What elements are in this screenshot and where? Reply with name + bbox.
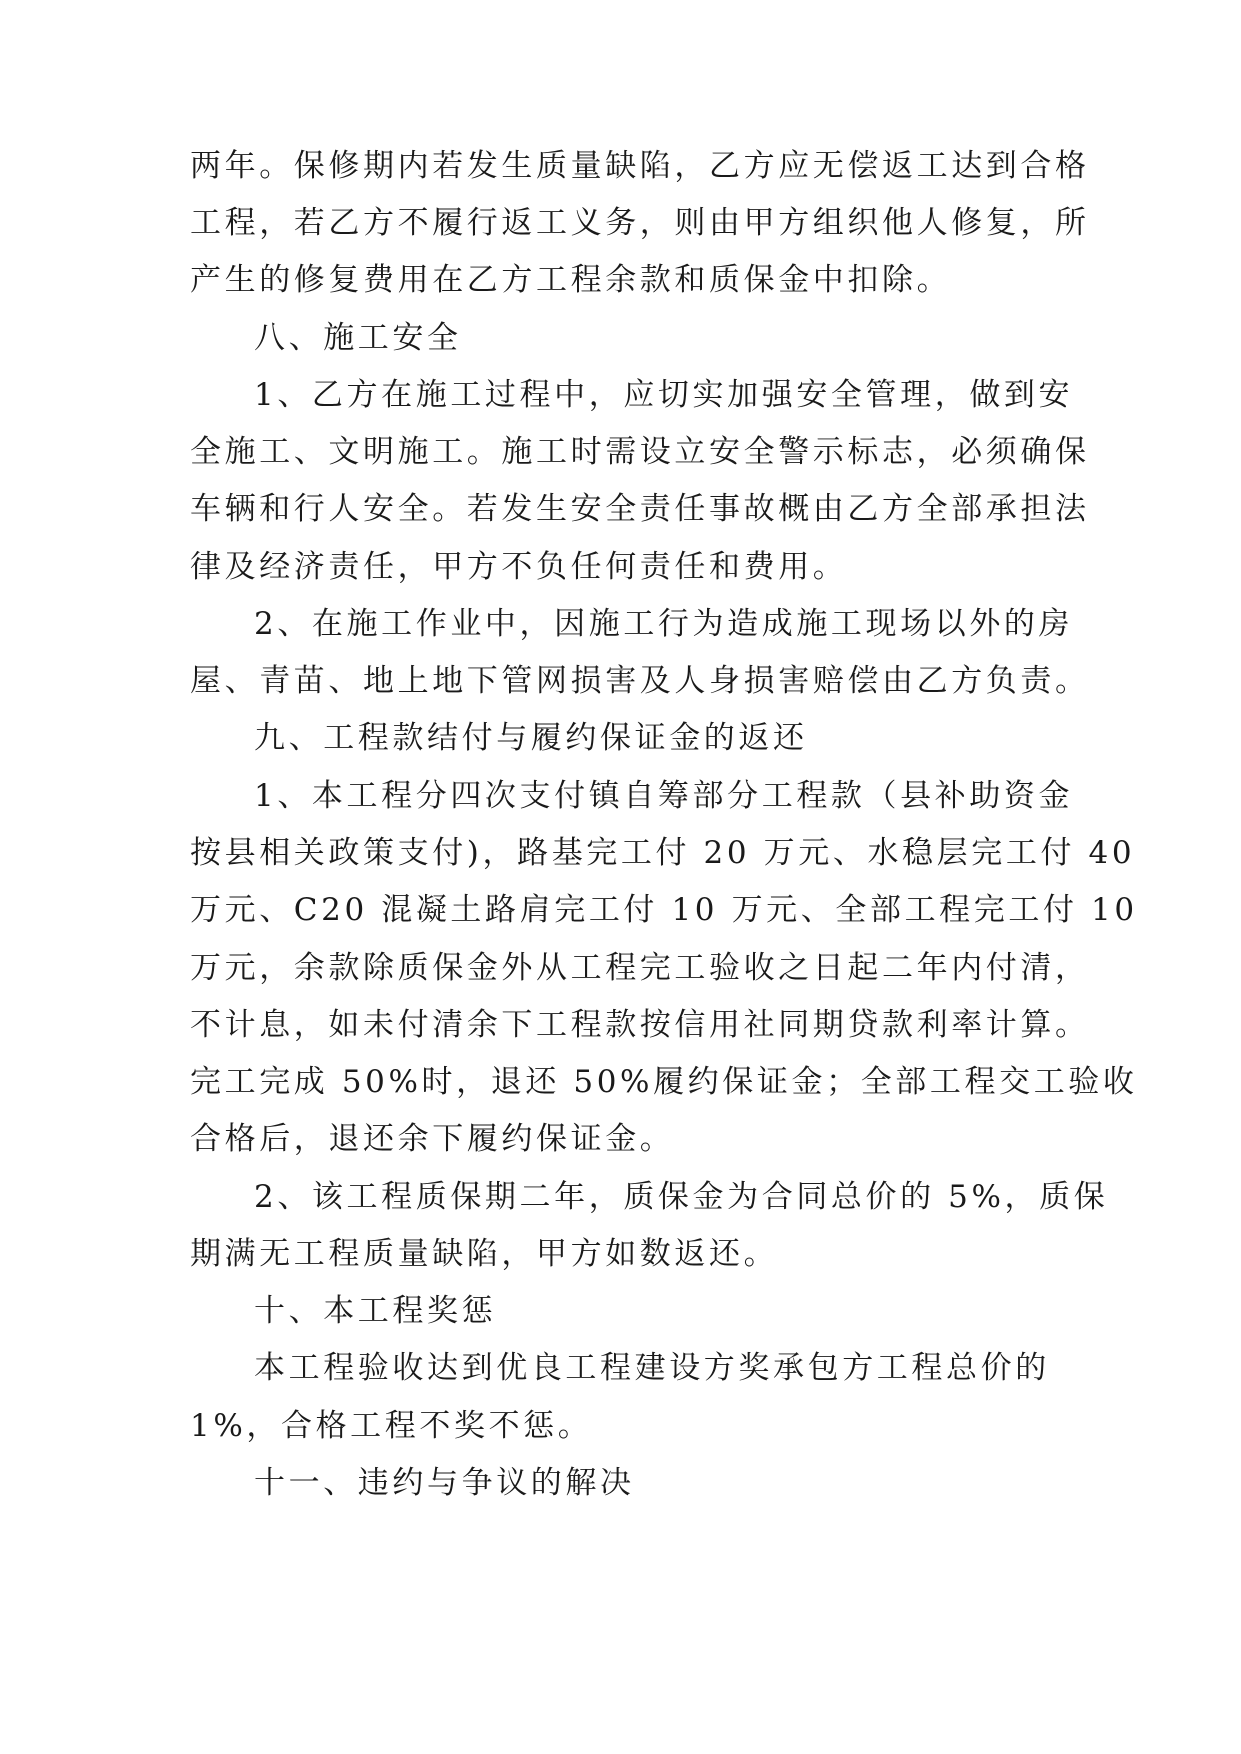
paragraph-line: 产生的修复费用在乙方工程余款和质保金中扣除。 <box>190 262 952 298</box>
paragraph-line: 1%，合格工程不奖不惩。 <box>190 1408 593 1444</box>
paragraph-line: 2、该工程质保期二年，质保金为合同总价的 5%，质保 <box>254 1179 1109 1215</box>
paragraph-line: 本工程验收达到优良工程建设方奖承包方工程总价的 <box>254 1350 1050 1386</box>
paragraph-line: 万元、C20 混凝土路肩完工付 10 万元、全部工程完工付 10 <box>190 892 1138 928</box>
paragraph-line: 律及经济责任，甲方不负任何责任和费用。 <box>190 549 848 585</box>
paragraph-line: 按县相关政策支付)，路基完工付 20 万元、水稳层完工付 40 <box>190 835 1136 871</box>
paragraph-line: 车辆和行人安全。若发生安全责任事故概由乙方全部承担法 <box>190 491 1090 527</box>
paragraph-line: 1、乙方在施工过程中，应切实加强安全管理，做到安 <box>254 377 1074 413</box>
paragraph-line: 不计息，如未付清余下工程款按信用社同期贷款利率计算。 <box>190 1007 1090 1043</box>
paragraph-line: 屋、青苗、地上地下管网损害及人身损害赔偿由乙方负责。 <box>190 663 1090 699</box>
section-heading: 八、施工安全 <box>254 320 462 356</box>
paragraph-line: 工程，若乙方不履行返工义务，则由甲方组织他人修复，所 <box>190 205 1090 241</box>
paragraph-line: 1、本工程分四次支付镇自筹部分工程款（县补助资金 <box>254 778 1074 814</box>
paragraph-line: 万元，余款除质保金外从工程完工验收之日起二年内付清， <box>190 950 1090 986</box>
paragraph-line: 合格后，退还余下履约保证金。 <box>190 1121 675 1157</box>
paragraph-line: 完工完成 50%时，退还 50%履约保证金；全部工程交工验收 <box>190 1064 1138 1100</box>
section-heading: 十、本工程奖惩 <box>254 1293 497 1329</box>
section-heading: 九、工程款结付与履约保证金的返还 <box>254 720 808 756</box>
paragraph-line: 全施工、文明施工。施工时需设立安全警示标志，必须确保 <box>190 434 1090 470</box>
paragraph-line: 两年。保修期内若发生质量缺陷，乙方应无偿返工达到合格 <box>190 148 1090 184</box>
paragraph-line: 期满无工程质量缺陷，甲方如数返还。 <box>190 1236 779 1272</box>
paragraph-line: 2、在施工作业中，因施工行为造成施工现场以外的房 <box>254 606 1074 642</box>
section-heading: 十一、违约与争议的解决 <box>254 1465 635 1501</box>
